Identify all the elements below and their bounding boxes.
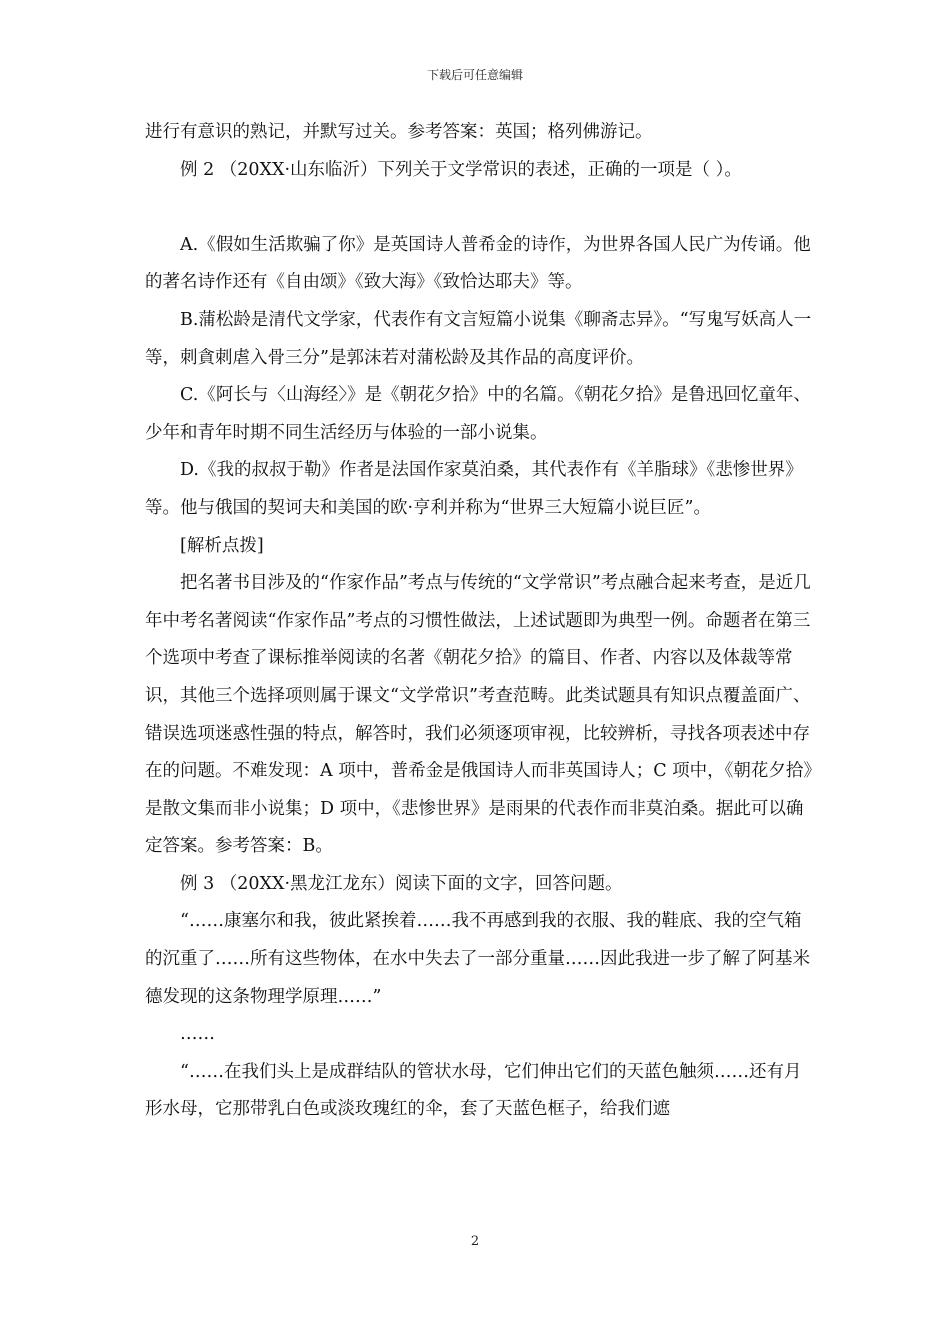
spacer <box>145 189 813 227</box>
quote-paragraph-2: “……在我们头上是成群结队的管状水母，它们伸出它们的天蓝色触须……还有月形水母，它那带乳白色或淡玫瑰红的伞，套了天蓝色框子，给我们遮 <box>145 1061 802 1120</box>
example-2-question: 例 2 （20XX·山东临沂）下列关于文学常识的表述，正确的一项是（ ）。 <box>180 159 742 180</box>
quote-paragraph-1: “……康塞尔和我，彼此紧挨着……我不再感到我的衣服、我的鞋底、我的空气箱的沉重了……所有这些物体，在水中失去了一部分重量……因此我进一步了解了阿基米德发现的这条物理学原理……” <box>145 911 810 1007</box>
analysis-heading: [解析点拨] <box>180 535 264 556</box>
option-d: D.《我的叔叔于勒》作者是法国作家莫泊桑，其代表作有《羊脂球》《悲惨世界》等。他与俄国的契诃夫和美国的欧·亨利并称为“世界三大短篇小说巨匠”。 <box>145 460 803 518</box>
analysis-paragraph: 把名著书目涉及的“作家作品”考点与传统的“文学常识”考点融合起来考查，是近几年中考名著阅读“作家作品”考点的习惯性做法，上述试题即为典型一例。命题者在第三个选项中考查了课标推举阅读的名著《朝花夕拾》的篇目、作者、内容以及体裁等常识，其他三个选择项则属于课文“文学常识”考查范畴。此类试题具有知识点覆盖面广、错误选项迷惑性强的特点，解答时，我们必须逐项审视，比较辨析，寻找各项表述中存在的问题。不难发现：A 项中，普希金是俄国诗人而非英国诗人；C 项中，《朝花夕拾》是散文集而非小说集；D 项中，《悲惨世界》是雨果的代表作而非莫泊桑。据此可以确定答案。参考答案：B。 <box>145 573 813 857</box>
document-body <box>145 114 813 1129</box>
paragraph-answer-continuation: 进行有意识的熟记，并默写过关。参考答案：英国；格列佛游记。 <box>145 122 653 142</box>
ellipsis-line: …… <box>180 1024 215 1045</box>
option-b: B.蒲松龄是清代文学家，代表作有文言短篇小说集《聊斋志异》。“写鬼写妖高人一等，刺貪刺虐入骨三分”是郭沫若对蒲松龄及其作品的高度评价。 <box>145 309 812 368</box>
page-header: 下载后可任意编辑 <box>426 68 523 82</box>
example-3-question: 例 3 （20XX·黑龙江龙东）阅读下面的文字，回答问题。 <box>180 873 623 894</box>
option-a: A.《假如生活欺骗了你》是英国诗人普希金的诗作，为世界各国人民广为传诵。他的著名诗作还有《自由颂》《致大海》《致恰达耶夫》等。 <box>145 234 811 293</box>
page-number: 2 <box>470 1234 480 1249</box>
option-c: C.《阿长与〈山海经〉》是《朝花夕拾》中的名篇。《朝花夕拾》是鲁迅回忆童年、少年和青年时期不同生活经历与体验的一部小说集。 <box>145 385 811 443</box>
